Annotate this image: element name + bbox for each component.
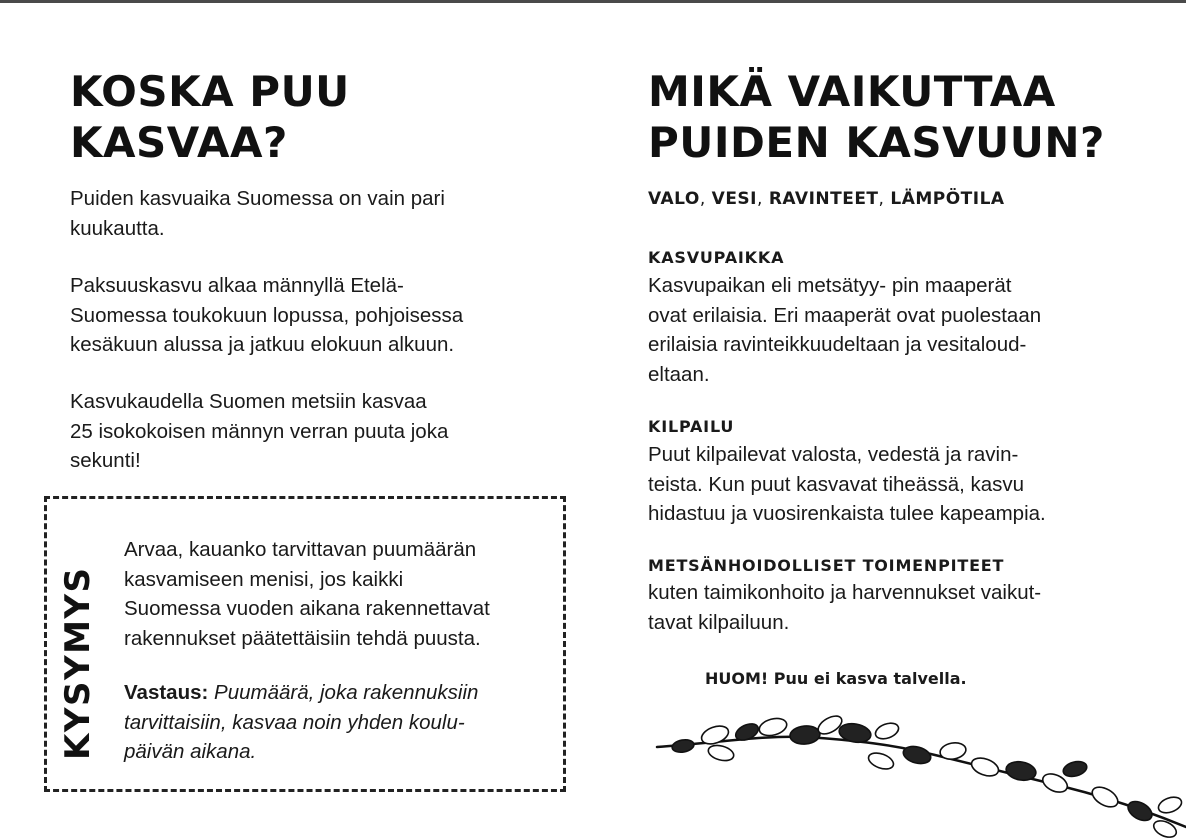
catkin-bud <box>789 725 820 746</box>
catkin-bud <box>1156 794 1183 815</box>
catkin-bud <box>901 744 932 767</box>
section-title-kasvupaikka: KASVUPAIKKA <box>648 248 785 267</box>
right-heading: MIKÄ VAIKUTTAA PUIDEN KASVUUN? <box>648 67 1105 167</box>
left-heading: KOSKA PUU KASVAA? <box>70 67 350 167</box>
section-title-metsanhoito: METSÄNHOIDOLLISET TOIMENPITEET <box>648 556 1005 575</box>
catkin-bud <box>939 741 967 761</box>
catkin-bud <box>969 755 1001 780</box>
catkin-bud <box>1089 783 1121 811</box>
question-text: Arvaa, kauanko tarvittavan puumäärän kasvamiseen menisi, jos kaikki Suomessa vuoden aikana rakennettavat rakennukset päätettäisiin tehdä puusta. <box>124 538 490 650</box>
paragraph-growing-season: Puiden kasvuaika Suomessa on vain pari kuukautta. <box>70 187 445 240</box>
section-text-kasvupaikka: Kasvupaikan eli metsätyy- pin maaperät ovat erilaisia. Eri maaperät ovat puolestaan erilaisia ravinteikkuudeltaan ja vesitaloud- eltaan. <box>648 274 1042 386</box>
catkin-bud <box>1062 759 1089 779</box>
willow-branch-illustration <box>655 705 1186 838</box>
answer-label: Vastaus: <box>124 681 209 704</box>
catkin-bud <box>866 750 895 772</box>
catkin-bud <box>757 716 788 739</box>
section-text-metsanhoito: kuten taimikonhoito ja harvennukset vaikut- tavat kilpailuun. <box>648 581 1042 634</box>
catkin-bud <box>707 743 736 763</box>
paragraph-growth-rate: Kasvukaudella Suomen metsiin kasvaa 25 isokokoisen männyn verran puuta joka sekunti! <box>70 390 449 472</box>
catkin-bud <box>1151 818 1179 838</box>
growth-factors: VALO, VESI, RAVINTEET, LÄMPÖTILA <box>648 189 1005 209</box>
catkin-bud <box>873 720 900 741</box>
top-border-line <box>0 0 1186 3</box>
catkin-bud <box>1125 798 1156 825</box>
section-text-kilpailu: Puut kilpailevat valosta, vedestä ja ravin- teista. Kun puut kasvavat tiheässä, kasvu hidastuu ja vuosirenkaista tulee kapeampia. <box>648 443 1046 525</box>
question-answer: Vastaus: Puumäärä, joka rakennuksiin tarvittaisiin, kasvaa noin yhden koulu- päivän aikana. <box>124 681 479 763</box>
question-label: KYSYMYS <box>58 566 98 760</box>
paragraph-thickness-growth: Paksuuskasvu alkaa männyllä Etelä- Suomessa toukokuun lopussa, pohjoisessa kesäkuun alussa ja jatkuu elokuun alkuun. <box>70 274 464 356</box>
winter-note: HUOM! Puu ei kasva talvella. <box>705 669 967 688</box>
section-title-kilpailu: KILPAILU <box>648 417 735 436</box>
catkin-bud <box>671 738 695 754</box>
